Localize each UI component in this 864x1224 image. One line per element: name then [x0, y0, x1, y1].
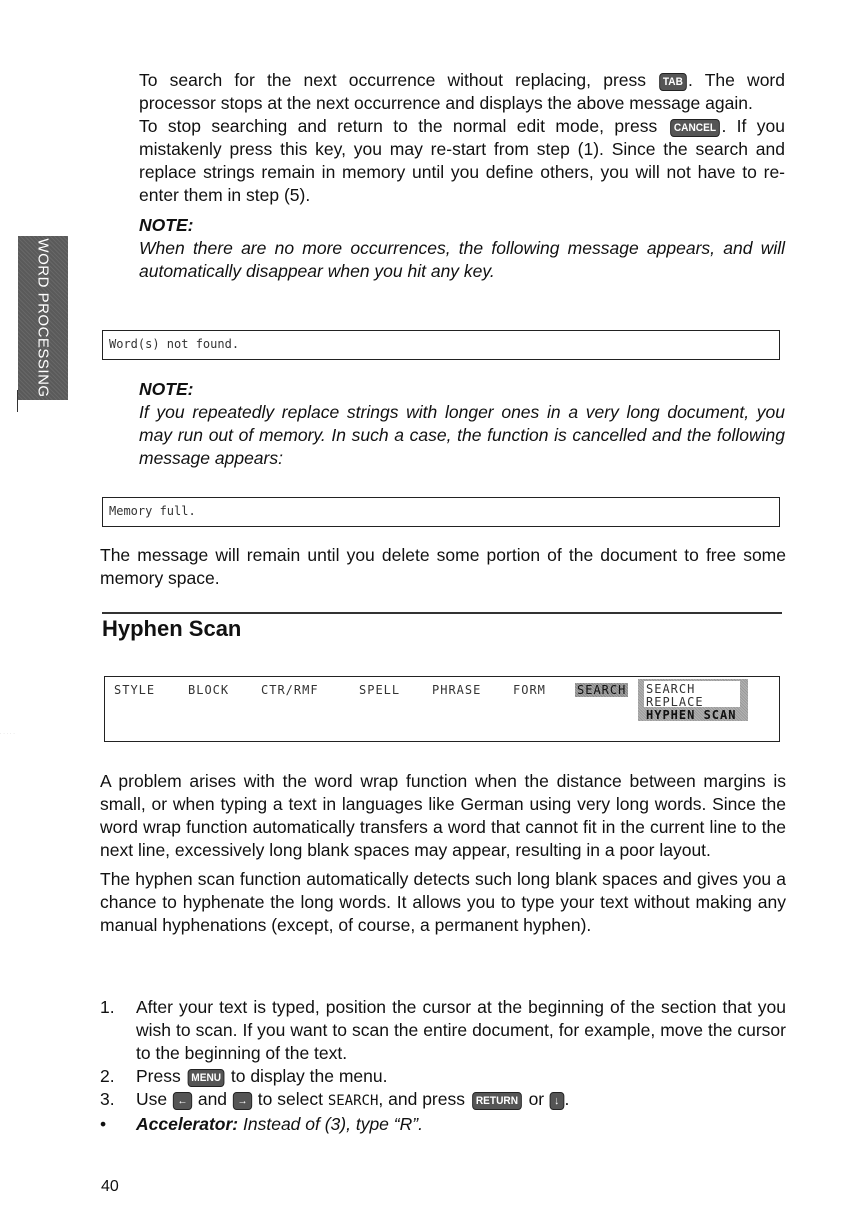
- menu-item-search[interactable]: SEARCH: [577, 683, 627, 697]
- menu-item-form[interactable]: FORM: [513, 683, 546, 697]
- body-paragraph-1: A problem arises with the word wrap function when the distance between margins is small, or when typing a text in languages like German using very long words. Since the word wrap function automatically transfers a word that cannot fit in the current line to the next line, excessively long blank spaces may appear, resulting in a poor layout.: [100, 771, 786, 860]
- note-body: When there are no more occurrences, the following message appears, and will automatically disappear when you hit any key.: [139, 238, 785, 281]
- page-number: 40: [101, 1178, 119, 1195]
- down-arrow-key-icon: ↓: [550, 1092, 564, 1110]
- section-tab: [18, 236, 68, 400]
- menu-item-style[interactable]: STYLE: [114, 683, 156, 697]
- steps-list: [100, 996, 786, 1136]
- menu-item-block[interactable]: BLOCK: [188, 683, 230, 697]
- note-title: NOTE:: [139, 215, 194, 235]
- menu-key-icon: MENU: [187, 1069, 224, 1087]
- note-title: NOTE:: [139, 379, 194, 399]
- menu-screen: [104, 676, 780, 742]
- left-arrow-key-icon: ←: [173, 1092, 192, 1110]
- intro-text: [139, 69, 785, 283]
- step-item: 2. Press MENU to display the menu.: [100, 1066, 388, 1086]
- intro-paragraph-1: To search for the next occurrence without replacing, press TAB . The word processor stops at the next occurrence and displays the above message again.: [139, 70, 785, 113]
- menu-item-phrase[interactable]: PHRASE: [432, 683, 482, 697]
- right-arrow-key-icon: →: [233, 1092, 252, 1110]
- step-item: 1. After your text is typed, position the cursor at the beginning of the section that you wish to scan. If you want to scan the entire document, for example, move the cursor to the beginning of the text.: [100, 997, 786, 1063]
- body-text: [100, 770, 786, 937]
- dropdown-option-replace[interactable]: REPLACE: [646, 695, 704, 709]
- section-tab-label: WORD PROCESSING: [34, 238, 52, 398]
- tab-key-icon: TAB: [659, 73, 686, 91]
- note-body: If you repeatedly replace strings with longer ones in a very long document, you may run out of memory. In such a case, the function is cancelled and the following message appears:: [139, 402, 785, 468]
- return-key-icon: RETURN: [472, 1092, 522, 1110]
- section-divider: [102, 612, 782, 614]
- menu-item-spell[interactable]: SPELL: [359, 683, 401, 697]
- menu-item-ctr-rmf[interactable]: CTR/RMF: [261, 683, 319, 697]
- screen-message: Word(s) not found.: [109, 337, 240, 351]
- dropdown-option-hyphen-scan[interactable]: HYPHEN SCAN: [646, 708, 737, 722]
- search-dropdown: [638, 679, 748, 721]
- screen-message: Memory full.: [109, 504, 196, 518]
- body-paragraph-2: The hyphen scan function automatically detects such long blank spaces and gives you a chance to hyphenate the long words. It allows you to type your text without making any manual hyphenations (except, of course, a permanent hyphen).: [100, 869, 786, 935]
- margin-marks: ·····: [0, 731, 17, 736]
- screen-message-box: [102, 330, 780, 360]
- dropdown-option-search[interactable]: SEARCH: [646, 682, 696, 696]
- step-item: 3. Use ← and → to select SEARCH, and press RETURN or ↓ .: [100, 1089, 570, 1109]
- note2-block: [139, 378, 785, 470]
- section-heading: Hyphen Scan: [102, 616, 242, 641]
- accelerator-tip: • Accelerator: Instead of (3), type “R”.: [100, 1114, 423, 1134]
- screen-message-box: [102, 497, 780, 527]
- cancel-key-icon: CANCEL: [670, 119, 720, 137]
- tab-edge-line: [17, 390, 18, 412]
- memory-paragraph: The message will remain until you delete some portion of the document to free some memory space.: [100, 545, 786, 588]
- intro-paragraph-2: To stop searching and return to the normal edit mode, press CANCEL . If you mistakenly press this key, you may re-start from step (1). Since the search and replace strings remain in memory until you define others, you will not have to re-enter them in step (5).: [139, 116, 785, 205]
